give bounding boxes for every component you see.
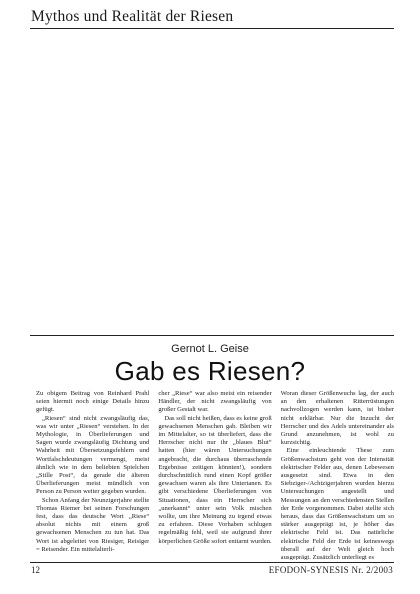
text-column-1 (36, 390, 149, 560)
paragraph: Das soll nicht heißen, dass es keine groß gewachsenen Menschen gab. Bleiben wir im Mittelalter, so ist überliefert, dass die Herrscher nicht nur ihr „blaues Blut“ hatten (hier wären Untersuchungen angebracht, die durchaus überraschende Ergebnisse zeitigen könnten!), sondern durchschnittlich rund einen Kopf größer gewachsen waren als ihre Untertanen. Es gibt verschiedene Überlieferungen von Situationen, dass ein Herrscher sich „unerkannt“ unter sein Volk mischen wollte, um ihre Meinung zu irgend etwas zu erfahren. Diese Vorhaben schlugen regelmäßig fehl, weil sie aufgrund ihrer körperlichen Größe sofort enttarnt wurden. (158, 414, 272, 545)
text-column-3 (281, 390, 394, 560)
article-body (36, 390, 394, 560)
paragraph: Woran dieser Größenwuchs lag, der auch an den erhaltenen Ritterrüstungen nachvollzogen werden kann, ist bisher nicht erklärbar. Nur die Inzucht der Herrscher und des Adels untereinander als Grund anzunehmen, ist wohl zu kurzsichtig. (280, 390, 394, 447)
running-title: Mythos und Realität der Riesen (31, 8, 234, 25)
publication-name: EFODON-SYNESIS Nr. 2/2003 (268, 565, 393, 575)
paragraph: cher „Riese“ war also meist ein reisender Händler, der nicht zwangsläufig von großer Gestalt war. (158, 390, 272, 414)
page-number: 12 (31, 565, 40, 575)
header-rule (30, 28, 394, 29)
article-author: Gernot L. Geise (171, 343, 249, 355)
text-column-2 (158, 390, 271, 560)
paragraph: Schon Anfang der Neunzigerjahre stellte Thomas Riemer bei seinen Forschungen fest, dass das deutsche Wort „Riese“ absolut nichts mit einem groß gewachsenen Menschen zu tun hat. Das Wort ist abgeleitet von Riesiger, Reisiger = Reisender. Ein mittelalterli- (36, 496, 150, 553)
blank-area (30, 30, 394, 334)
paragraph: „Riesen“ sind nicht zwangsläufig das, was wir unter „Riesen“ verstehen. In der Mythologie, in Überlieferungen und Sagen wurde zwangsläufig Dichtung und Wahrheit mit Übersetzungsfehlern und Wortfalschdeutungen vermengt, meist ähnlich wie in dem beliebten Spielchen „Stille Post“, da gerade die älteren Überlieferungen meist mündlich von Person zu Person weiter gegeben wurden. (36, 414, 150, 496)
paragraph: Zu obigem Beitrag von Reinhard Prahl seien hiermit noch einige Details hinzu gefügt. (36, 390, 150, 414)
footer-rule (30, 562, 394, 563)
article-title: Gab es Riesen? (114, 356, 306, 386)
paragraph: Eine einleuchtende These zum Größenwachstum geht von der Intensität elektrischer Felder aus, denen Lebewesen ausgesetzt sind. Etwa in den Siebziger-/Achtzigerjahren wurden hierzu Untersuchungen angestellt und Messungen an den verschiedensten Stellen der Erde vorgenommen. Dabei stellte sich heraus, dass das Größenwachstum um so stärker ausgeprägt ist, je höher das elektrische Feld ist. Das natürliche elektrische Feld der Erde ist keineswegs überall auf der Welt gleich hoch ausgeprägt. Zusätzlich unterliegt es (280, 447, 394, 560)
article-top-rule (30, 335, 394, 336)
